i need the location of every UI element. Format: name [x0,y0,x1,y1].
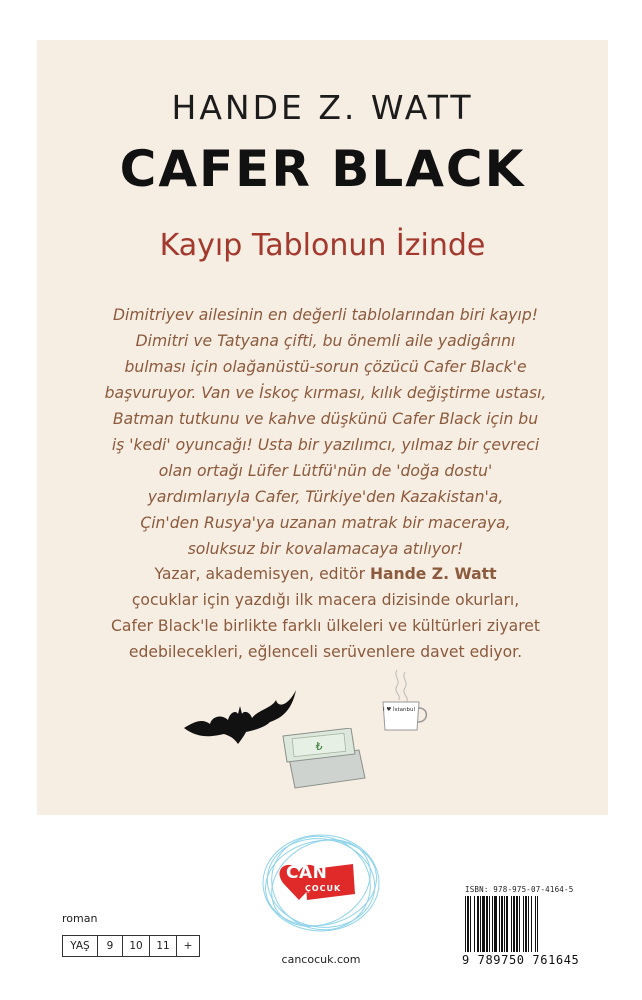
genre-label: roman [62,912,98,925]
barcode [464,896,570,952]
age-value: + [183,940,193,952]
barcode-bar [519,896,520,952]
blurb-line: soluksuz bir kovalamacaya atılıyor! [187,540,464,558]
barcode-bar [494,896,497,952]
can-cocuk-logo [257,828,385,938]
blurb-line: bulması için olağanüstü-sorun çözücü Cafer Black'e [124,358,527,376]
barcode-bar [499,896,500,952]
age-value: 11 [150,936,177,956]
barcode-bar [504,896,505,952]
age-value: 9 [98,936,123,956]
about-line: çocuklar için yazdığı ilk macera dizisinde okurları, [131,591,520,609]
barcode-bar [513,896,515,952]
coffee-mug-icon [379,668,429,734]
barcode-bar [470,896,471,952]
barcode-bar [535,896,536,952]
blurb-line: başvuruyor. Van ve İskoç kırması, kılık değiştirme ustası, [104,384,547,402]
logo-sub-text: ÇOCUK [305,884,342,893]
blurb-line: Dimitriyev ailesinin en değerli tablolarından biri kayıp! [113,306,538,324]
isbn-label: ISBN: 978-975-07-4164-5 [465,885,574,894]
barcode-bar [480,896,481,952]
blurb-line: Batman tutkunu ve kahve düşkünü Cafer Black için bu [112,410,539,428]
bat-icon [184,688,296,744]
author-about-text [65,561,586,665]
age-range-box [62,935,200,957]
mug-label: I ♥ İstanbul [382,707,416,713]
barcode-bar [511,896,512,952]
book-title: CAFER BLACK [119,140,526,198]
age-label: YAŞ [63,936,98,956]
lira-symbol: ₺ [315,740,323,753]
back-cover-panel [37,40,608,815]
banknote-icon [281,728,371,790]
author-name: HANDE Z. WATT [171,88,474,127]
barcode-bar [501,896,503,952]
barcode-bar [525,896,527,952]
logo-main-text: CAN [286,863,328,883]
barcode-bar [482,896,485,952]
barcode-bar [477,896,479,952]
blurb-line: iş 'kedi' oyuncağı! Usta bir yazılımcı, yılmaz bir çevreci [111,436,540,454]
author-name-bold: Hande Z. Watt [369,565,497,583]
blurb-line: Dimitri ve Tatyana çifti, bu önemli aile yadigârını [135,332,516,350]
publisher-website: cancocuk.com [281,953,361,966]
barcode-bar [516,896,518,952]
barcode-bar [467,896,469,952]
barcode-bar [486,896,488,952]
barcode-bar [474,896,475,952]
barcode-bar [489,896,490,952]
barcode-bar [528,896,529,952]
barcode-bar [465,896,466,952]
about-line: edebilecekleri, eğlenceli serüvenlere davet ediyor. [128,643,523,661]
blurb-line: Çin'den Rusya'ya uzanan matrak bir maceraya, [140,514,511,532]
about-line: Cafer Black'le birlikte farklı ülkeleri ve kültürleri ziyaret [111,617,540,635]
book-subtitle: Kayıp Tablonun İzinde [159,228,486,263]
blurb-line: olan ortağı Lüfer Lütfü'nün de 'doğa dostu' [158,462,493,480]
about-line [65,561,586,587]
isbn-digits: 9 789750 761645 [462,953,580,967]
barcode-bar [492,896,493,952]
barcode-bar [531,896,532,952]
blurb-text [65,302,586,562]
blurb-line: yardımlarıyla Cafer, Türkiye'den Kazakistan'a, [147,488,504,506]
age-value: 10 [123,936,150,956]
barcode-bar [537,896,538,952]
barcode-bar [506,896,508,952]
barcode-bar [523,896,524,952]
about-line-text: Yazar, akademisyen, editör [154,565,370,583]
